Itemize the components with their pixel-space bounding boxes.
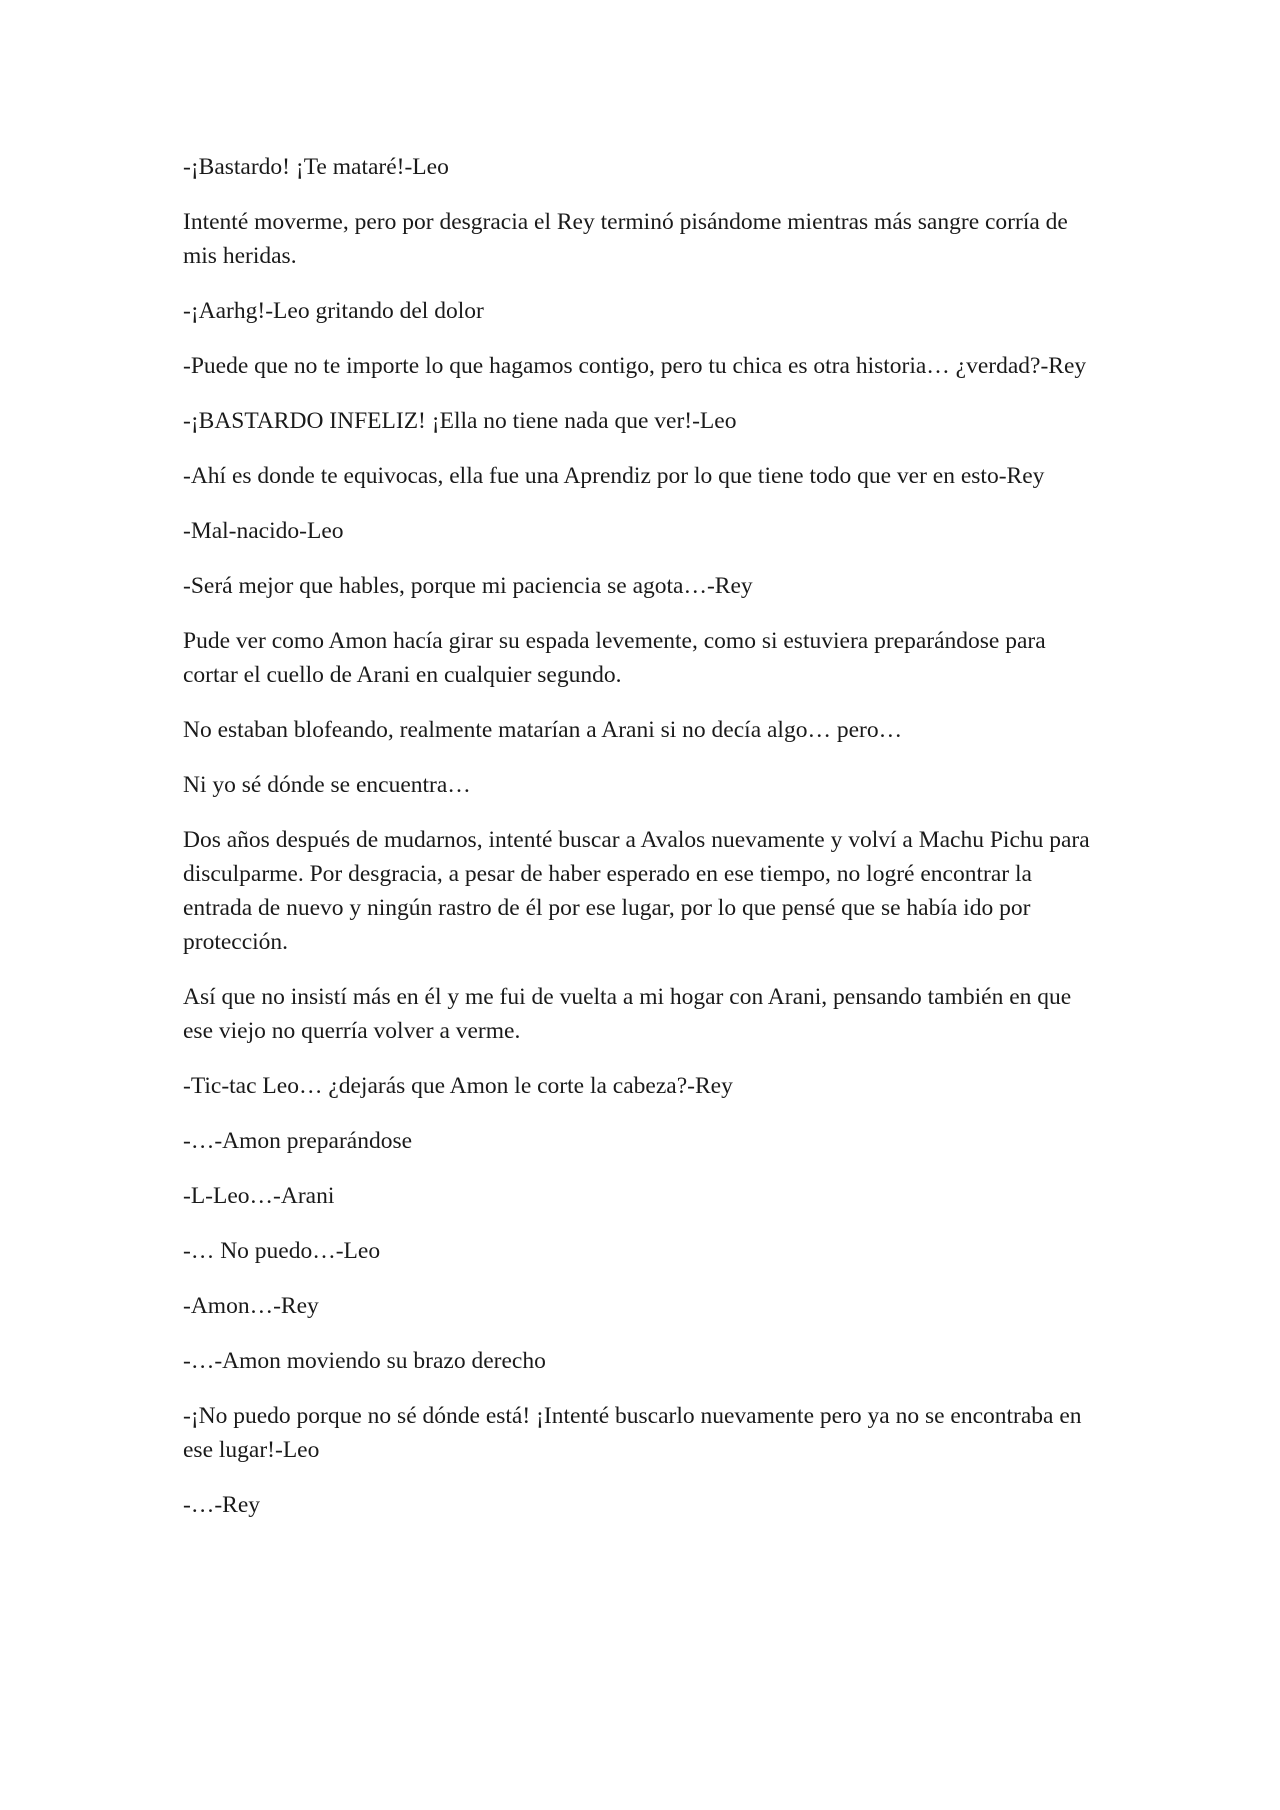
text-body [183,150,1095,1543]
paragraph: -Puede que no te importe lo que hagamos contigo, pero tu chica es otra historia… ¿verdad?-Rey [183,353,1087,379]
paragraph: -L-Leo…-Arani [183,1183,335,1209]
paragraph: -… No puedo…-Leo [183,1238,381,1264]
paragraph: Pude ver como Amon hacía girar su espada levemente, como si estuviera preparándose para cortar el cuello de Arani en cualquier segundo. [183,628,1046,688]
paragraph: -Ahí es donde te equivocas, ella fue una Aprendiz por lo que tiene todo que ver en esto-Rey [183,463,1045,489]
paragraph: -¡BASTARDO INFELIZ! ¡Ella no tiene nada que ver!-Leo [183,408,737,434]
paragraph: Ni yo sé dónde se encuentra… [183,772,471,798]
paragraph: -Mal-nacido-Leo [183,518,344,544]
paragraph: -¡Aarhg!-Leo gritando del dolor [183,298,484,324]
paragraph: No estaban blofeando, realmente matarían a Arani si no decía algo… pero… [183,717,903,743]
paragraph: -Será mejor que hables, porque mi paciencia se agota…-Rey [183,573,753,599]
paragraph: -…-Amon preparándose [183,1128,413,1154]
paragraph: -¡Bastardo! ¡Te mataré!-Leo [183,154,449,180]
paragraph: Dos años después de mudarnos, intenté buscar a Avalos nuevamente y volví a Machu Pichu para disculparme. Por desgracia, a pesar de haber esperado en ese tiempo, no logré encontrar la entrada de nuevo y ningún rastro de él por ese lugar, por lo que pensé que se había ido por protección. [183,827,1090,955]
paragraph: -Tic-tac Leo… ¿dejarás que Amon le corte la cabeza?-Rey [183,1073,733,1099]
paragraph: -…-Amon moviendo su brazo derecho [183,1348,546,1374]
paragraph: Intenté moverme, pero por desgracia el Rey terminó pisándome mientras más sangre corría de mis heridas. [183,209,1068,269]
paragraph: -¡No puedo porque no sé dónde está! ¡Intenté buscarlo nuevamente pero ya no se encontraba en ese lugar!-Leo [183,1403,1082,1463]
paragraph: -…-Rey [183,1492,261,1518]
paragraph: Así que no insistí más en él y me fui de vuelta a mi hogar con Arani, pensando también en que ese viejo no querría volver a verme. [183,984,1072,1044]
paragraph: -Amon…-Rey [183,1293,319,1319]
